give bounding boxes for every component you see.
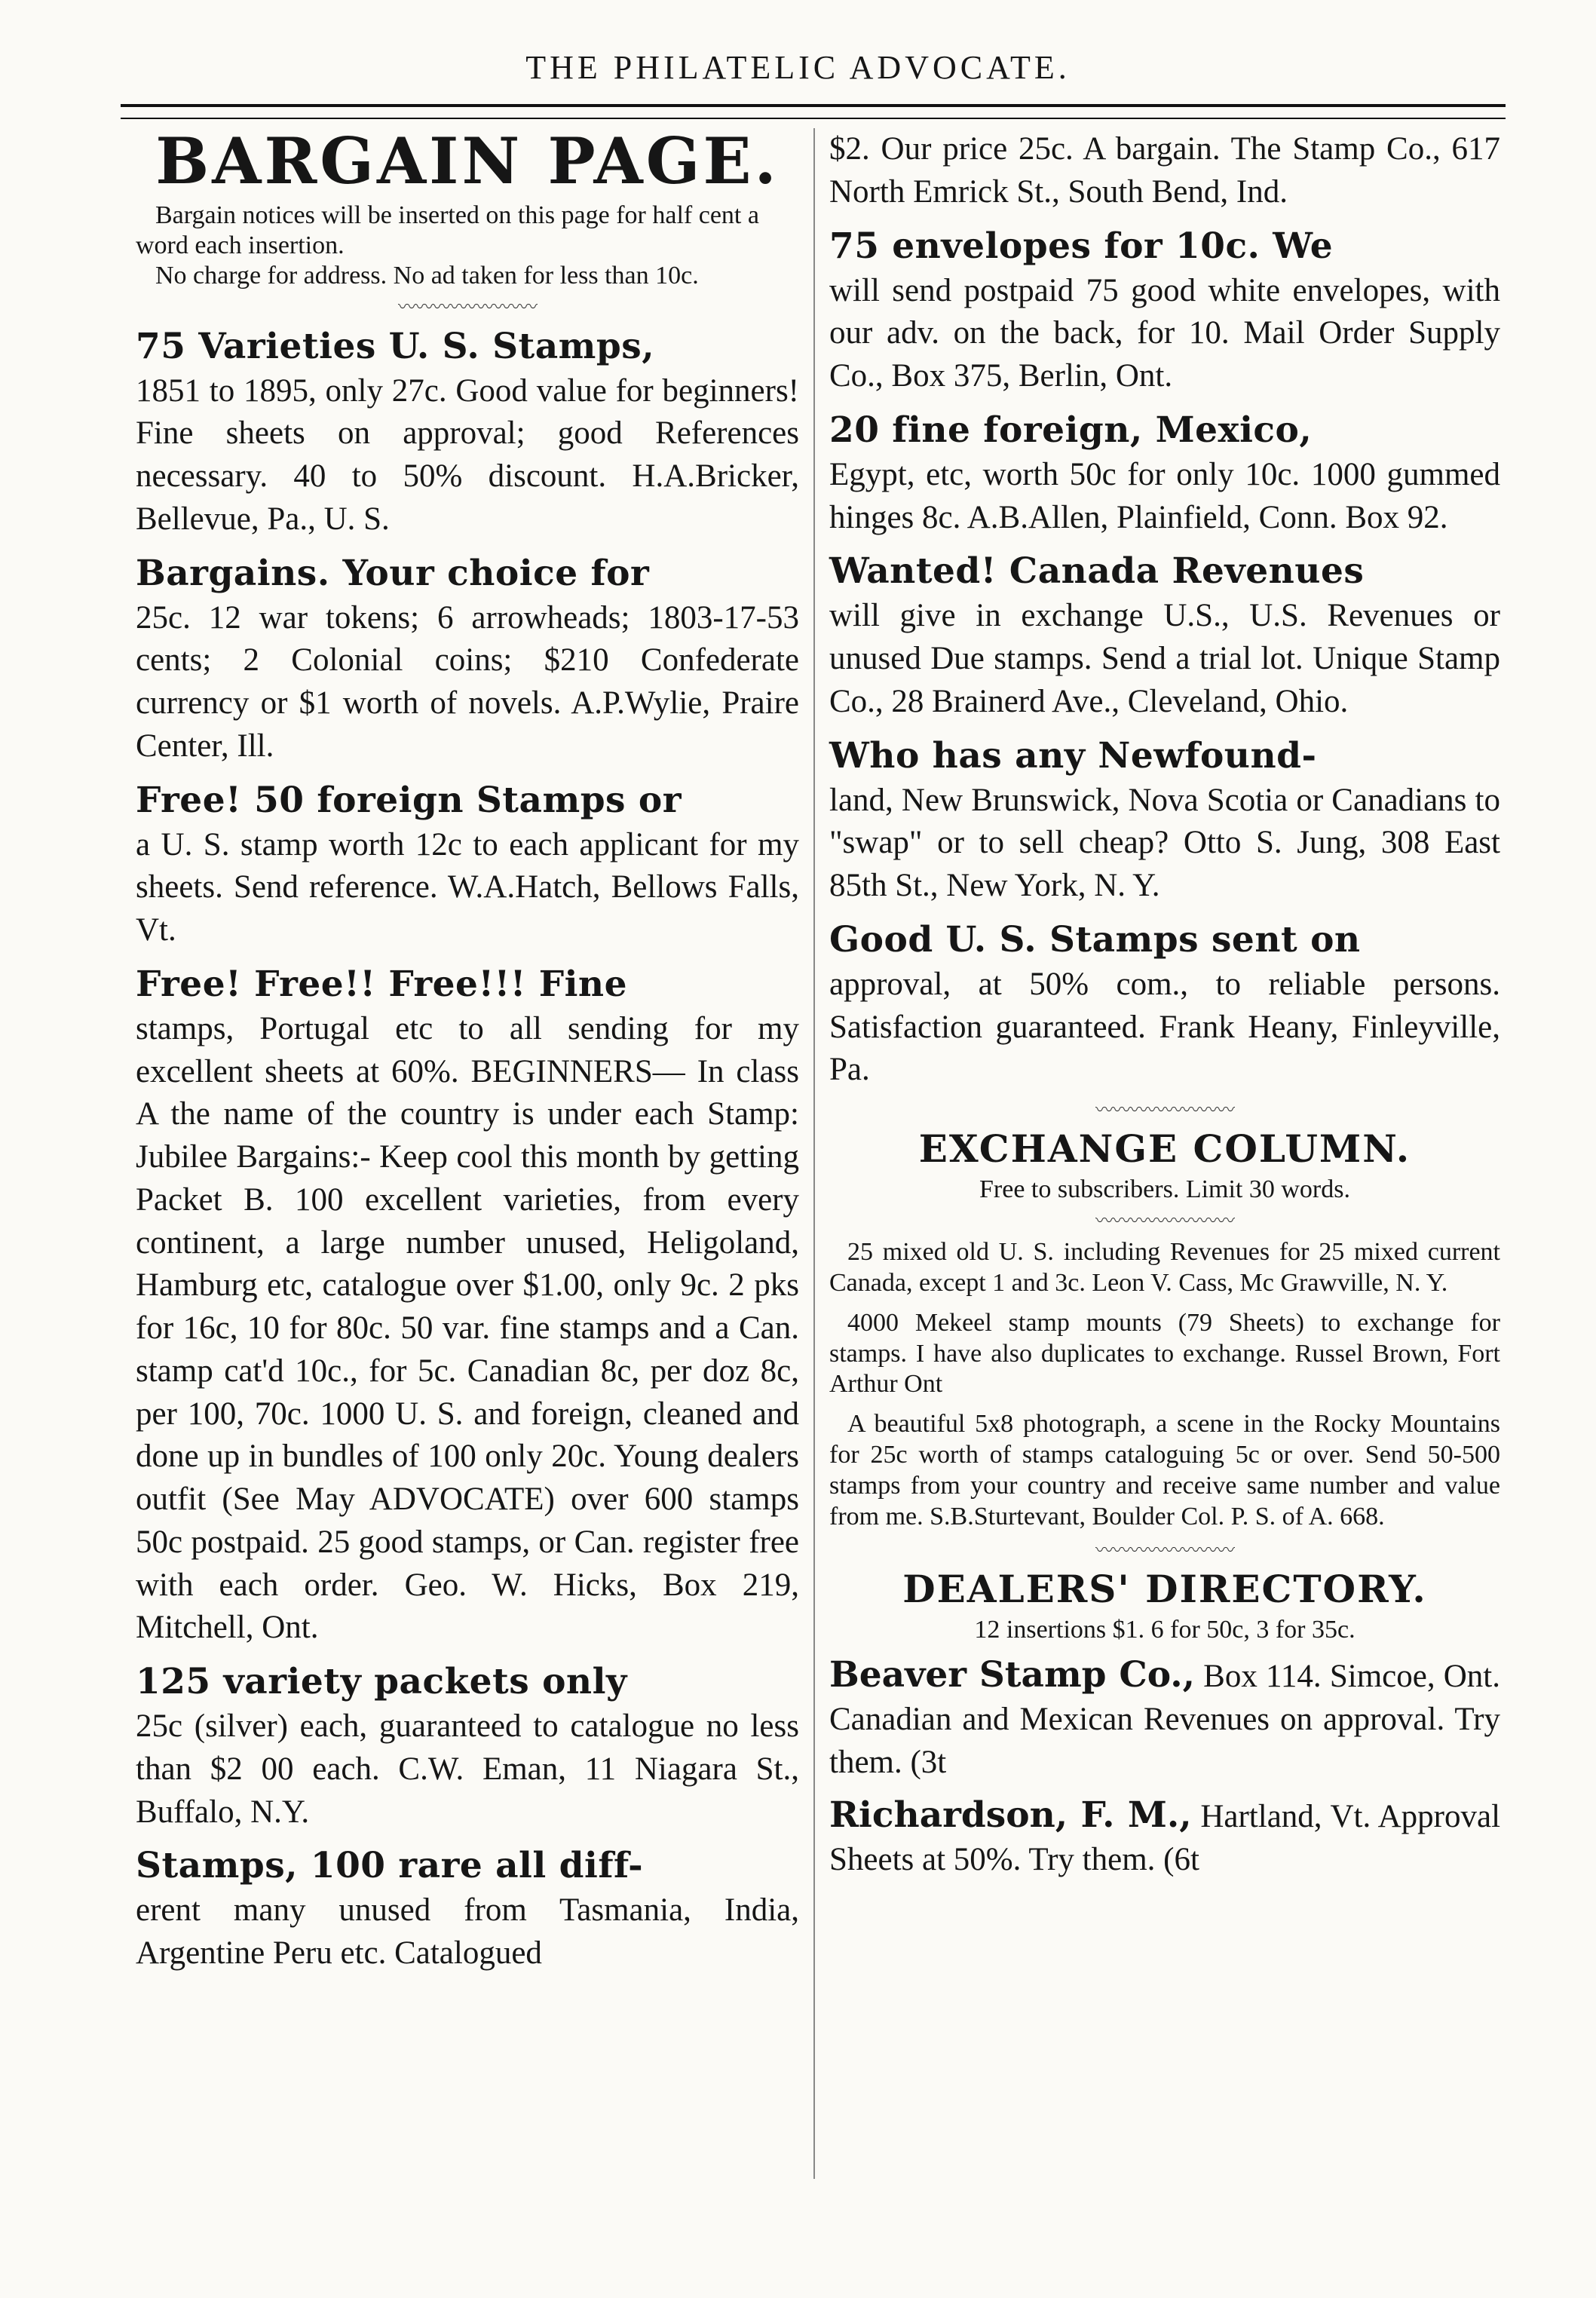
exchange-item: 4000 Mekeel stamp mounts (79 Sheets) to exchange for stamps. I have also duplicates to exchange. Russel Brown, Fort Arthur Ont: [829, 1308, 1500, 1399]
ad-headline: 125 variety packets only: [136, 1661, 627, 1703]
bargain-notice-terms: No charge for address. No ad taken for less than 10c.: [155, 262, 699, 290]
ad-headline: Wanted! Canada Revenues: [829, 550, 1365, 593]
ad-headline: Bargains. Your choice for: [136, 552, 650, 594]
exchange-item: A beautiful 5x8 photograph, a scene in the Rocky Mountains for 25c worth of stamps cataloguing 5c or over. Send 50-500 stamps from your country and receive same number and value from me. S.B.Sturtevant, Boulder Col. P. S. of A. 668.: [829, 1410, 1500, 1530]
ad-125-variety: [136, 1659, 799, 1834]
header-rule: [121, 104, 1506, 119]
ad-body: will send postpaid 75 good white envelopes, with our adv. on the back, for 10. Mail Order Supply Co., Box 375, Berlin, Ont.: [829, 272, 1500, 394]
ad-body: land, New Brunswick, Nova Scotia or Canadians to "swap" or to sell cheap? Otto S. Jung, 308 East 85th St., New York, N. Y.: [829, 782, 1500, 904]
dealer-body: Hartland, Vt. Approval Sheets at 50%. Try them. (6t: [829, 1798, 1501, 1877]
ad-headline: Stamps, 100 rare all diff-: [136, 1845, 644, 1887]
ad-bargains: [136, 550, 799, 768]
left-column: [136, 124, 799, 1984]
ad-body: stamps, Portugal etc to all sending for my excellent sheets at 60%. BEGINNERS— In class A the name of the country is under each Stamp: Jubilee Bargains:- Keep cool this month by getting Packet B. 100 excellent varieties, from every continent, a large number unused, Heligoland, Hamburg etc, catalogue over $1.00, only 9c. 2 pks for 16c, 10 for 80c. 50 var. fine stamps and a Can. stamp cat'd 10c., for 5c. Canadian 8c, per doz 8c, per 100, 70c. 1000 U. S. and foreign, cleaned and done up in bundles of 100 only 20c. Young dealers outfit (See May ADVOCATE) over 600 stamps 50c postpaid. 25 good stamps, or Can. register free with each order. Geo. W. Hicks, Box 219, Mitchell, Ont.: [136, 1010, 799, 1646]
page-title: BARGAIN PAGE.: [155, 124, 780, 198]
wavy-divider: 〰〰〰〰〰〰〰〰: [1095, 1099, 1234, 1121]
ad-body: 25c. 12 war tokens; 6 arrowheads; 1803-17-53 cents; 2 Colonial coins; $210 Confederate currency or $1 worth of novels. A.P.Wylie, Praire Center, Ill.: [136, 599, 799, 764]
ad-free-50-foreign: [136, 777, 799, 952]
bargain-notice: Bargain notices will be inserted on this page for half cent a word each insertion.: [136, 201, 759, 260]
ad-body: approval, at 50% com., to reliable persons. Satisfaction guaranteed. Frank Heany, Finleyville, Pa.: [829, 966, 1500, 1088]
dealer-entry: [829, 1792, 1500, 1882]
wavy-divider: 〰〰〰〰〰〰〰〰: [1095, 1540, 1234, 1561]
dealer-name: Richardson, F. M.,: [829, 1794, 1192, 1836]
wavy-divider: 〰〰〰〰〰〰〰〰: [398, 296, 537, 317]
ad-75-envelopes: [829, 223, 1500, 398]
ad-20-fine-foreign: [829, 407, 1500, 540]
ad-good-us-stamps: [829, 917, 1500, 1092]
dealer-entry: [829, 1652, 1500, 1785]
ad-body: $2. Our price 25c. A bargain. The Stamp Co., 617 North Emrick St., South Bend, Ind.: [829, 131, 1500, 210]
dealer-name: Beaver Stamp Co.,: [829, 1654, 1195, 1696]
ad-wanted-canada: [829, 548, 1500, 723]
ad-body: Egypt, etc, worth 50c for only 10c. 1000 gummed hinges 8c. A.B.Allen, Plainfield, Conn. Box 92.: [829, 456, 1500, 535]
ad-headline: 20 fine foreign, Mexico,: [829, 409, 1313, 451]
ad-continuation: [829, 128, 1500, 214]
ad-body: a U. S. stamp worth 12c to each applicant for my sheets. Send reference. W.A.Hatch, Bellows Falls, Vt.: [136, 826, 799, 948]
ad-free-free-free: [136, 961, 799, 1650]
column-divider: [813, 128, 815, 2179]
ad-headline: 75 Varieties U. S. Stamps,: [136, 325, 655, 367]
ad-newfoundland: [829, 733, 1500, 908]
ad-headline: Good U. S. Stamps sent on: [829, 918, 1361, 961]
ad-headline: 75 envelopes for 10c. We: [829, 225, 1334, 267]
ad-body: erent many unused from Tasmania, India, Argentine Peru etc. Catalogued: [136, 1892, 799, 1972]
exchange-subtitle: Free to subscribers. Limit 30 words.: [979, 1175, 1350, 1204]
right-column: [829, 128, 1500, 1889]
ad-body: 1851 to 1895, only 27c. Good value for beginners! Fine sheets on approval; good References necessary. 40 to 50% discount. H.A.Bricker, Bellevue, Pa., U. S.: [136, 372, 799, 537]
ad-body: 25c (silver) each, guaranteed to catalogue no less than $2 00 each. C.W. Eman, 11 Niagara St., Buffalo, N.Y.: [136, 1708, 799, 1830]
wavy-divider: 〰〰〰〰〰〰〰〰: [1095, 1210, 1234, 1232]
ad-100-rare: [136, 1843, 799, 1975]
dealers-title: DEALERS' DIRECTORY.: [902, 1567, 1427, 1612]
ad-75-varieties: [136, 323, 799, 541]
ad-headline: Free! 50 foreign Stamps or: [136, 779, 682, 821]
ad-headline: Who has any Newfound-: [829, 734, 1317, 777]
exchange-item: 25 mixed old U. S. including Revenues for 25 mixed current Canada, except 1 and 3c. Leon V. Cass, Mc Grawville, N. Y.: [829, 1238, 1500, 1297]
ad-body: will give in exchange U.S., U.S. Revenues or unused Due stamps. Send a trial lot. Unique Stamp Co., 28 Brainerd Ave., Cleveland, Ohio.: [829, 598, 1500, 719]
dealers-subtitle: 12 insertions $1. 6 for 50c, 3 for 35c.: [974, 1616, 1356, 1644]
dealer-body: Box 114. Simcoe, Ont. Canadian and Mexican Revenues on approval. Try them. (3t: [829, 1659, 1500, 1781]
exchange-title: EXCHANGE COLUMN.: [918, 1126, 1411, 1172]
running-head: THE PHILATELIC ADVOCATE.: [525, 49, 1071, 86]
ad-headline: Free! Free!! Free!!! Fine: [136, 963, 628, 1005]
